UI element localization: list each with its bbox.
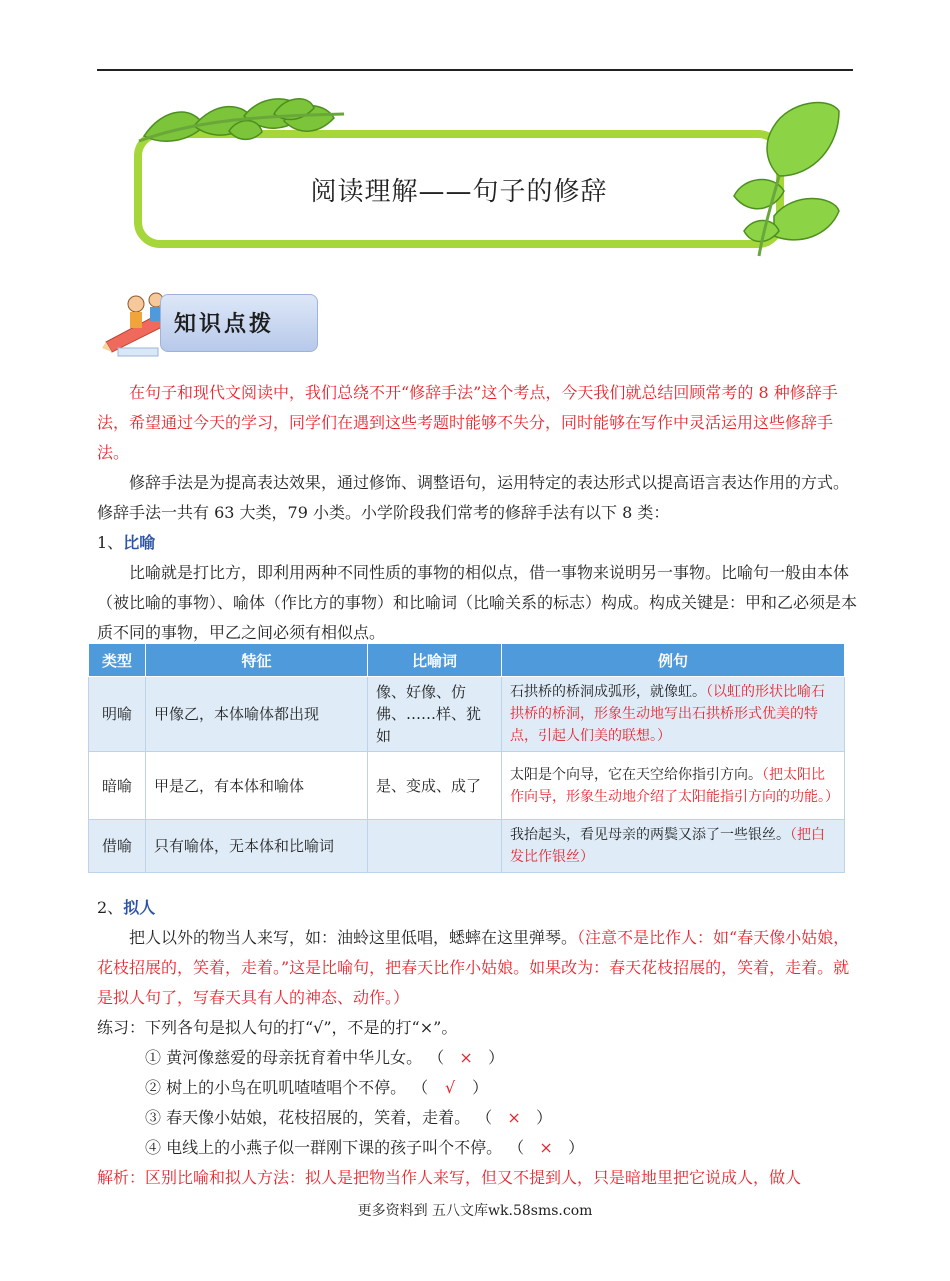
page-title: 阅读理解——句子的修辞: [310, 176, 608, 207]
answer-mark: ×: [507, 1108, 521, 1127]
example-note: （以虹的形状比喻石拱桥的桥洞，形象生动地写出石拱桥形式优美的特点，引起人们美的联想。）: [510, 684, 825, 744]
answer-mark: ×: [539, 1138, 553, 1157]
table-header-row: [89, 644, 845, 677]
knowledge-badge: [100, 290, 320, 362]
section-number: 2、: [97, 898, 124, 917]
analysis-text: 解析：区别比喻和拟人方法：拟人是把物当作人来写，但又不提到人，只是暗地里把它说成人，做人: [97, 1168, 802, 1187]
row-type: 明喻: [89, 677, 146, 752]
header-words: 比喻词: [368, 644, 502, 677]
top-rule: [97, 69, 853, 71]
exercise-item: [97, 1103, 857, 1133]
row-words: [368, 820, 502, 873]
exercise-text: ③ 春天像小姑娘，花枝招展的，笑着，走着。: [145, 1108, 471, 1127]
answer-paren: （ × ）: [508, 1133, 584, 1163]
leaf-decoration-icon: [134, 96, 864, 266]
row-example: [502, 752, 845, 820]
example-note: （把太阳比作向导，形象生动地介绍了太阳能指引方向的功能。）: [510, 766, 839, 805]
intro-paragraph: 修辞手法是为提高表达效果，通过修饰、调整语句，运用特定的表达形式以提高语言表达作用的方式。修辞手法一共有 63 大类，79 小类。小学阶段我们常考的修辞手法有以下 8 类：: [97, 473, 850, 522]
personification-section: [97, 893, 857, 1193]
example-text: 我抬起头，看见母亲的两鬓又添了一些银丝。: [510, 827, 790, 843]
answer-paren: （ √ ）: [412, 1073, 488, 1103]
section-name: 比喻: [123, 533, 156, 552]
row-type: 借喻: [89, 820, 146, 873]
row-example: [502, 820, 845, 873]
example-note: （把白发比作银丝）: [510, 827, 825, 865]
row-feature: 只有喻体，无本体和比喻词: [146, 820, 368, 873]
section-heading-simile: [97, 528, 857, 558]
section-name: 拟人: [123, 898, 156, 917]
simile-description: 比喻就是打比方，即利用两种不同性质的事物的相似点，借一事物来说明另一事物。比喻句一般由本体（被比喻的事物）、喻体（作比方的事物）和比喻词（比喻关系的标志）构成。构成关键是：甲和乙必须是本质不同的事物，甲乙之间必须有相似点。: [97, 563, 858, 642]
example-text: 太阳是个向导，它在天空给你指引方向。: [510, 766, 762, 783]
personification-description: [97, 923, 857, 1013]
exercise-item: [97, 1043, 857, 1073]
exercise-text: ② 树上的小鸟在叽叽喳喳唱个不停。: [145, 1078, 407, 1097]
answer-mark: ×: [459, 1048, 473, 1067]
section-heading-personification: [97, 893, 857, 923]
intro-paragraph-red: 在句子和现代文阅读中，我们总绕不开“修辞手法”这个考点，今天我们就总结回顾常考的 8 种修辞手法，希望通过今天的学习，同学们在遇到这些考题时能够不失分，同时能够在写作中灵活运用这些修辞手法。: [97, 383, 838, 462]
section-number: 1、: [97, 533, 124, 552]
header-example: 例句: [502, 644, 845, 677]
badge-label: 知识点拨: [174, 311, 275, 337]
row-example: [502, 677, 845, 752]
description-text: 把人以外的物当人来写，如：油蛉这里低唱，蟋蟀在这里弹琴。: [129, 928, 578, 947]
intro-section: [97, 378, 857, 648]
header-feature: 特征: [146, 644, 368, 677]
footer-text: 更多资料到 五八文库wk.58sms.com: [357, 1203, 593, 1219]
exercise-label: 练习：下列各句是拟人句的打“√”，不是的打“×”。: [97, 1018, 458, 1037]
table-row: [89, 677, 845, 752]
title-banner: [134, 96, 864, 266]
row-feature: 甲是乙，有本体和喻体: [146, 752, 368, 820]
header-type: 类型: [89, 644, 146, 677]
table-row: [89, 820, 845, 873]
exercise-item: [97, 1073, 857, 1103]
exercise-text: ④ 电线上的小燕子似一群刚下课的孩子叫个不停。: [145, 1138, 503, 1157]
description-note: （注意不是比作人：如“春天像小姑娘，花枝招展的，笑着，走着。”这是比喻句，把春天比作小姑娘。如果改为：春天花枝招展的，笑着，走着。就是拟人句了，写春天具有人的神态、动作。）: [97, 928, 850, 1007]
answer-paren: （ × ）: [428, 1043, 504, 1073]
simile-table: [88, 643, 845, 873]
row-words: 像、好像、仿佛、……样、犹如: [368, 677, 502, 752]
row-feature: 甲像乙，本体喻体都出现: [146, 677, 368, 752]
answer-mark: √: [445, 1078, 456, 1097]
row-words: 是、变成、成了: [368, 752, 502, 820]
table-row: [89, 752, 845, 820]
exercise-item: [97, 1133, 857, 1163]
answer-paren: （ × ）: [476, 1103, 552, 1133]
row-type: 暗喻: [89, 752, 146, 820]
example-text: 石拱桥的桥洞成弧形，就像虹。: [510, 684, 706, 700]
exercise-text: ① 黄河像慈爱的母亲抚育着中华儿女。: [145, 1048, 423, 1067]
